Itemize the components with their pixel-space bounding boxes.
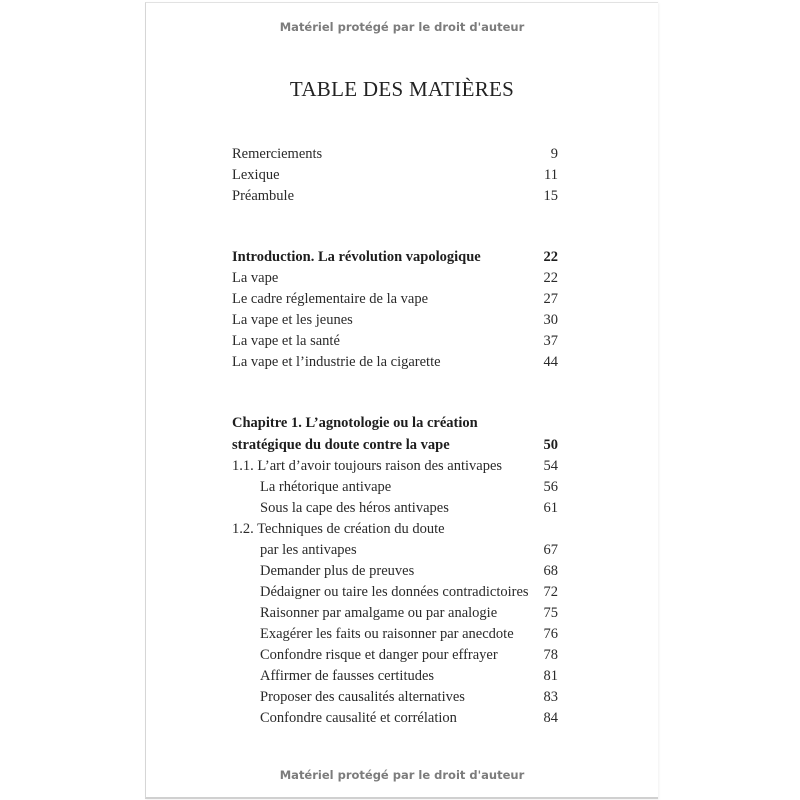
- toc-subsection-1-1: [232, 456, 558, 476]
- toc-entry-label: Demander plus de preuves: [260, 563, 415, 579]
- toc-entry-page: 75: [543, 605, 558, 621]
- toc-entry-page: 61: [543, 500, 558, 516]
- toc-entry: [232, 498, 558, 518]
- toc-entry-label: Le cadre réglementaire de la vape: [232, 291, 429, 307]
- toc-entry: [232, 582, 558, 602]
- toc-entry-page: 11: [544, 167, 558, 183]
- toc-entry-page: 44: [543, 354, 558, 370]
- toc-entry-page: 22: [543, 249, 558, 265]
- toc-entry: [232, 540, 558, 560]
- copyright-watermark-top: Matériel protégé par le droit d'auteur: [279, 20, 525, 34]
- toc-entry: [232, 687, 558, 707]
- copyright-watermark-bottom: Matériel protégé par le droit d'auteur: [279, 768, 525, 782]
- toc-entry-lexique: [232, 165, 558, 185]
- toc-entry-label: par les antivapes: [260, 542, 357, 558]
- toc-entry-label: La vape et les jeunes: [232, 312, 353, 328]
- toc-entry-page: 84: [543, 710, 558, 726]
- toc-section-chapitre-1: [232, 413, 558, 433]
- toc-entry: [232, 645, 558, 665]
- toc-entry-label: Introduction. La révolution vapologique: [232, 249, 481, 265]
- toc-entry: [232, 477, 558, 497]
- toc-entry: [232, 561, 558, 581]
- toc-entry-page: 9: [550, 146, 558, 162]
- toc-entry-label: Sous la cape des héros antivapes: [260, 500, 449, 516]
- toc-subsection-1-2: [232, 519, 558, 539]
- toc-entry-preambule: [232, 186, 558, 206]
- page-title: TABLE DES MATIÈRES: [289, 77, 515, 101]
- toc-entry: [232, 352, 558, 372]
- toc-entry-page: 15: [543, 188, 558, 204]
- toc-entry-page: 67: [543, 542, 558, 558]
- toc-entry-remerciements: [232, 144, 558, 164]
- toc-entry-label: Exagérer les faits ou raisonner par anecdote: [260, 626, 514, 642]
- toc-entry: [232, 708, 558, 728]
- toc-entry: [232, 603, 558, 623]
- toc-entry-page: 56: [543, 479, 558, 495]
- toc-entry: [232, 289, 558, 309]
- toc-entry-label: Préambule: [232, 188, 295, 204]
- toc-entry-page: 54: [543, 458, 558, 474]
- toc-entry-page: 83: [543, 689, 558, 705]
- toc-section-chapitre-1-cont: [232, 435, 558, 455]
- toc-entry-label: Confondre causalité et corrélation: [260, 710, 457, 726]
- toc-entry-label: La vape et la santé: [232, 333, 340, 349]
- toc-entry: [232, 268, 558, 288]
- toc-entry-page: 76: [543, 626, 558, 642]
- toc-entry-label: stratégique du doute contre la vape: [232, 437, 450, 453]
- toc-entry-page: 50: [543, 437, 558, 453]
- toc-entry-label: La vape: [232, 270, 279, 286]
- toc-entry: [232, 624, 558, 644]
- toc-entry-page: 30: [543, 312, 558, 328]
- toc-entry-label: Confondre risque et danger pour effrayer: [260, 647, 498, 663]
- toc-entry-label: 1.2. Techniques de création du doute: [232, 521, 445, 537]
- toc-entry-page: 22: [543, 270, 558, 286]
- toc-entry-label: Remerciements: [232, 146, 323, 162]
- toc-entry-label: Dédaigner ou taire les données contradictoires: [260, 584, 529, 600]
- book-page: [145, 2, 658, 799]
- toc-entry-label: Proposer des causalités alternatives: [260, 689, 465, 705]
- toc-entry-page: 81: [543, 668, 558, 684]
- toc-entry-page: 72: [543, 584, 558, 600]
- toc-entry-page: 37: [543, 333, 558, 349]
- toc-entry-label: 1.1. L’art d’avoir toujours raison des antivapes: [232, 458, 503, 474]
- toc-entry-label: Raisonner par amalgame ou par analogie: [260, 605, 498, 621]
- toc-entry: [232, 310, 558, 330]
- toc-entry-label: Lexique: [232, 167, 280, 183]
- toc-entry-page: 78: [543, 647, 558, 663]
- toc-entry: [232, 331, 558, 351]
- toc-entry: [232, 666, 558, 686]
- toc-entry-label: La rhétorique antivape: [260, 479, 392, 495]
- toc-entry-label: La vape et l’industrie de la cigarette: [232, 354, 441, 370]
- toc-entry-page: 27: [543, 291, 558, 307]
- toc-entry-label: Chapitre 1. L’agnotologie ou la création: [232, 415, 478, 431]
- toc-entry-page: 68: [543, 563, 558, 579]
- toc-section-introduction: [232, 247, 558, 267]
- toc-entry-label: Affirmer de fausses certitudes: [260, 668, 435, 684]
